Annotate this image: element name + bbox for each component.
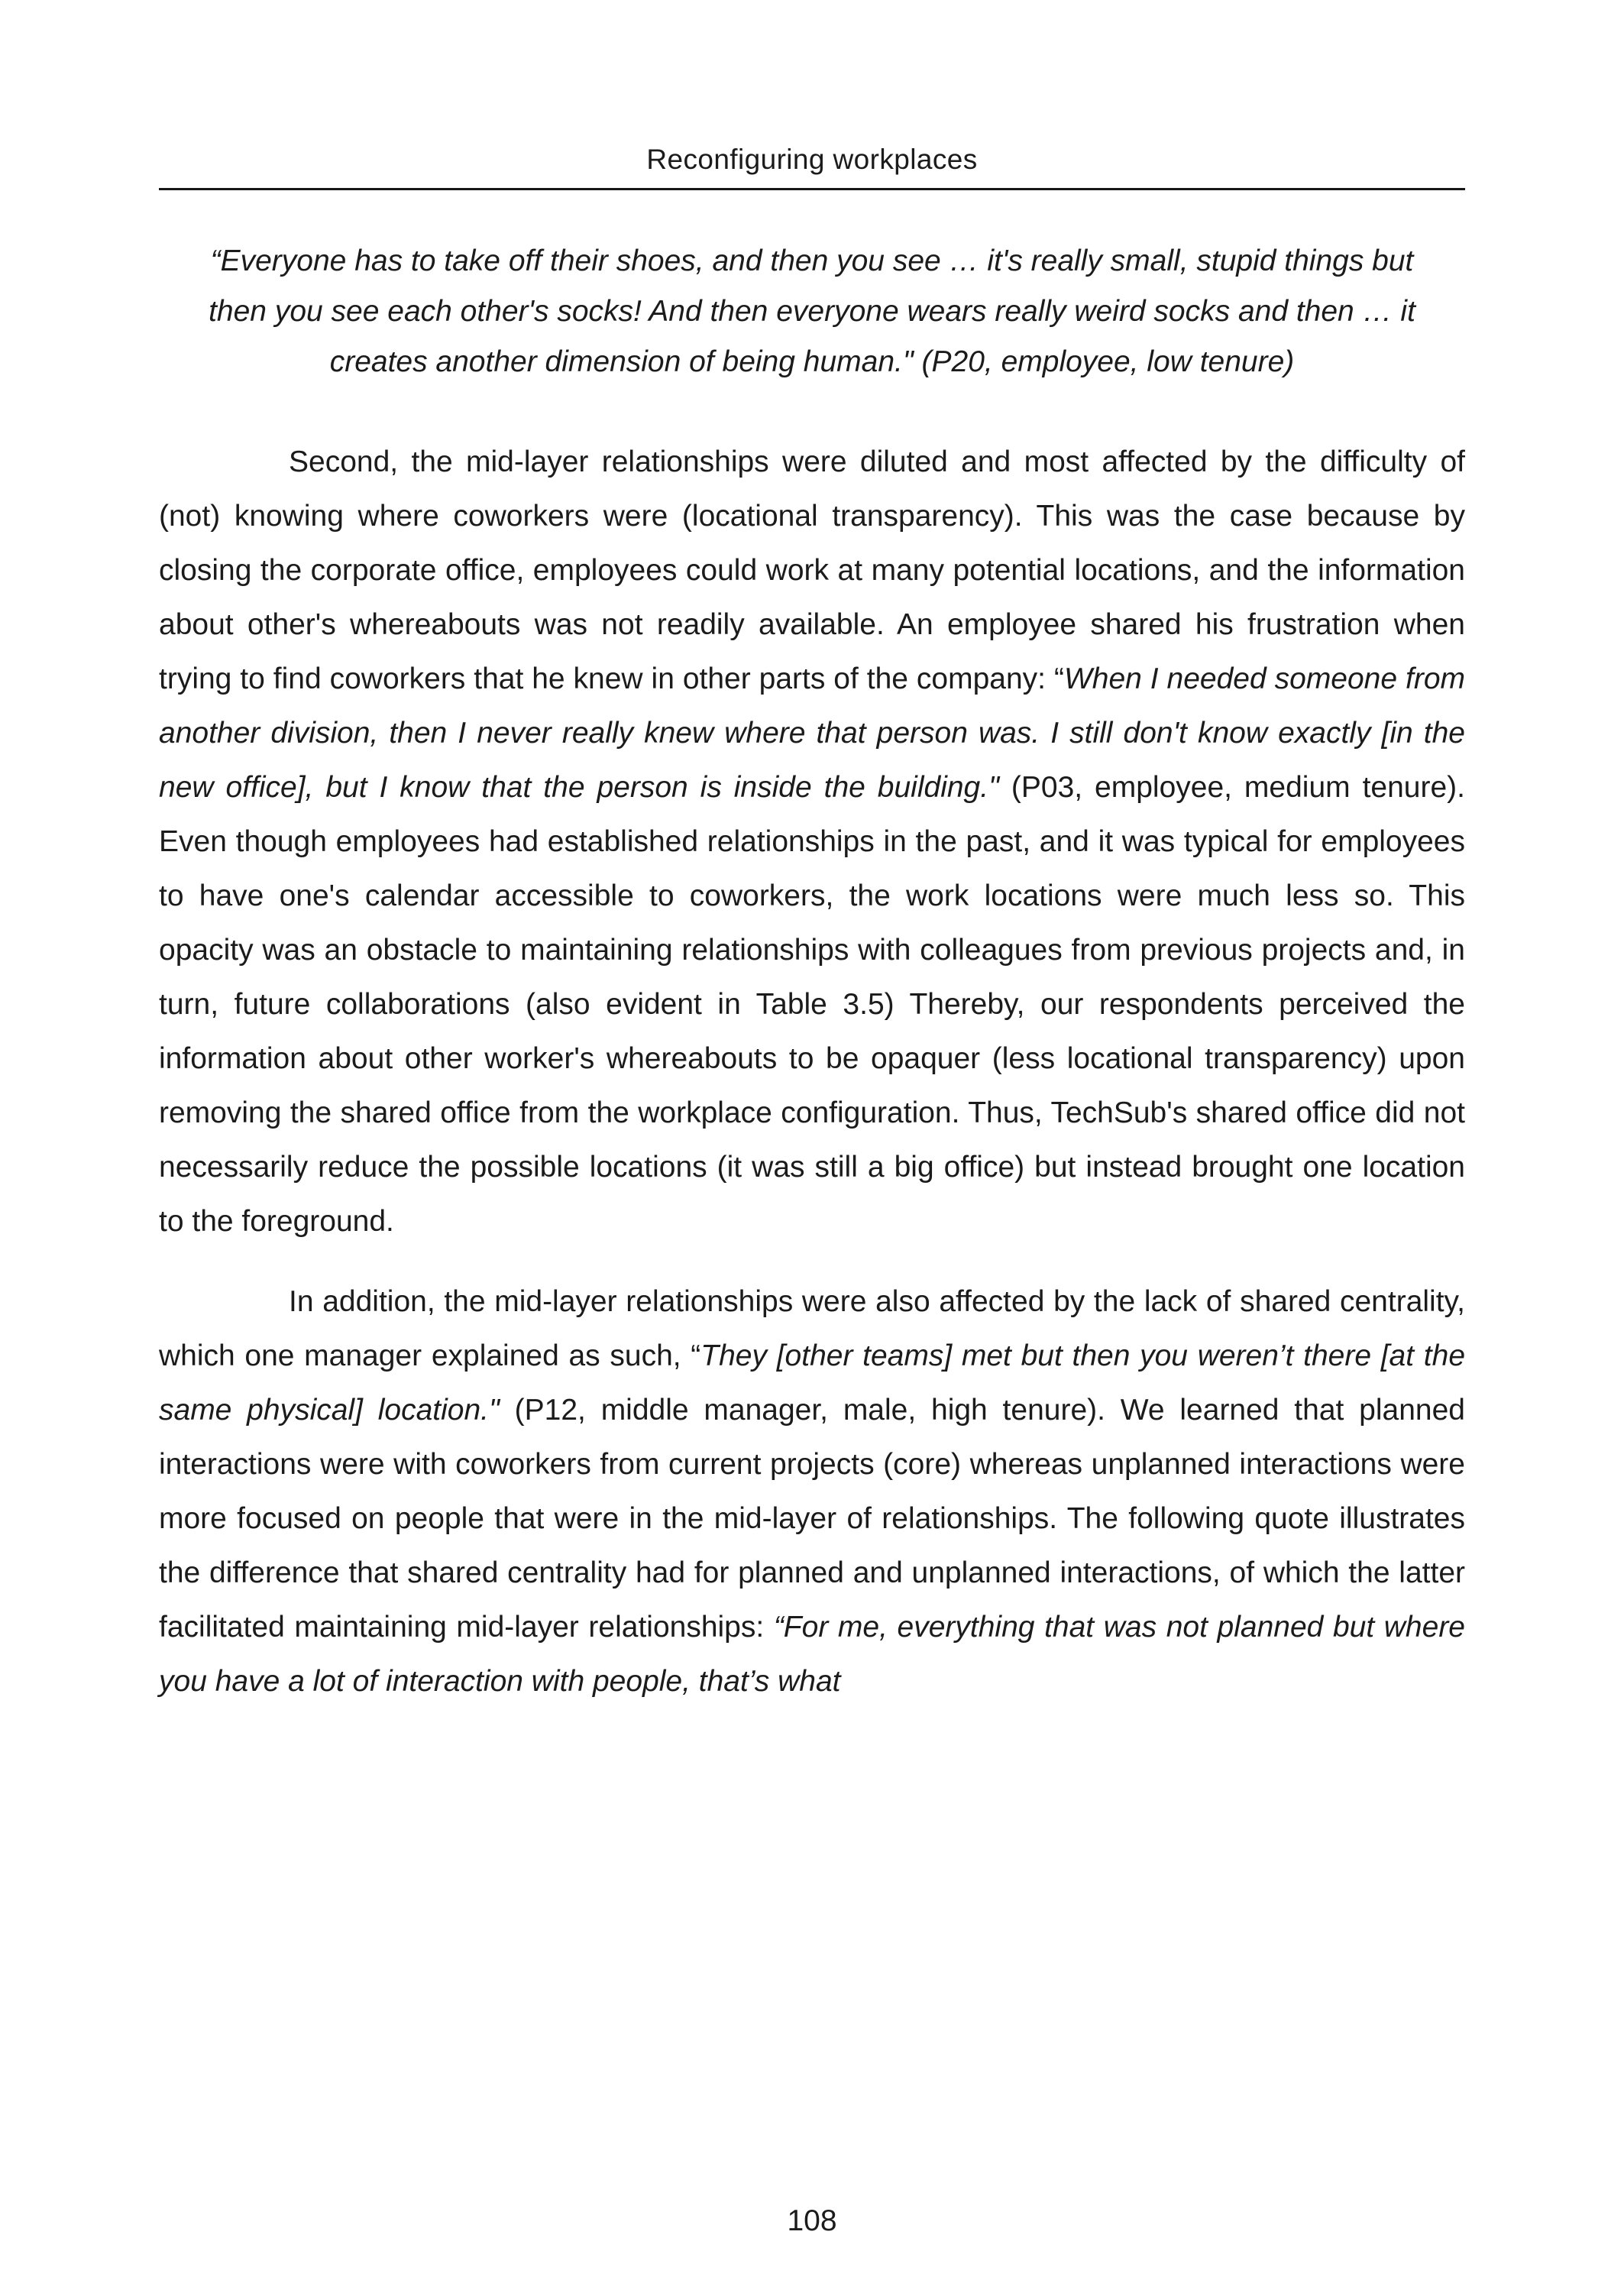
text-segment: “For me, everything that was not planned but where you have a lot of interaction with people, that’s what: [159, 1611, 1465, 1698]
page-number: 108: [787, 2204, 837, 2237]
text-segment: Second, the mid-layer relationships were diluted and most affected by the difficulty of (not) knowing where coworkers were (locational transparency). This was the case because by closing the corporate office, employees could work at many potential locations, and the information about other's whereabouts was not readily available. An employee shared his frustration when trying to find coworkers that he knew in other parts of the company: “: [159, 445, 1465, 695]
running-head: Reconfiguring workplaces: [646, 144, 978, 175]
paragraph-2: [159, 1274, 1465, 1708]
header-rule: [159, 188, 1465, 190]
text-segment: When I needed someone from another division, then I never really knew where that person was. I still don't know exactly [in the new office], but I know that the person is inside the building.": [159, 662, 1466, 804]
text-segment: (P12, middle manager, male, high tenure). We learned that planned interactions were with coworkers from current projects (core) whereas unplanned interactions were more focused on people that were in the mid-layer of relationships. The following quote illustrates the difference that shared centrality had for planned and unplanned interactions, of which the latter facilitated maintaining mid-layer relationships:: [159, 1394, 1465, 1644]
page-content: [159, 144, 1465, 1708]
text-segment: They [other teams] met but then you weren’t there [at the same physical] location.": [159, 1339, 1466, 1427]
block-quote: “Everyone has to take off their shoes, and then you see … it's really small, stupid things but then you see each other's socks! And then everyone wears really weird socks and then … it creates another dimension of being human." (P20, employee, low tenure): [209, 245, 1415, 378]
text-segment: (P03, employee, medium tenure). Even though employees had established relationships in the past, and it was typical for employees to have one's calendar accessible to coworkers, the work locations were much less so. This opacity was an obstacle to maintaining relationships with colleagues from previous projects and, in turn, future collaborations (also evident in Table 3.5) Thereby, our respondents perceived the information about other worker's whereabouts to be opaquer (less locational transparency) upon removing the shared office from the workplace configuration. Thus, TechSub's shared office did not necessarily reduce the possible locations (it was still a big office) but instead brought one location to the foreground.: [159, 771, 1465, 1238]
text-segment: In addition, the mid-layer relationships were also affected by the lack of shared centrality, which one manager explained as such, “: [159, 1285, 1465, 1372]
paragraph-1: [159, 435, 1465, 1249]
